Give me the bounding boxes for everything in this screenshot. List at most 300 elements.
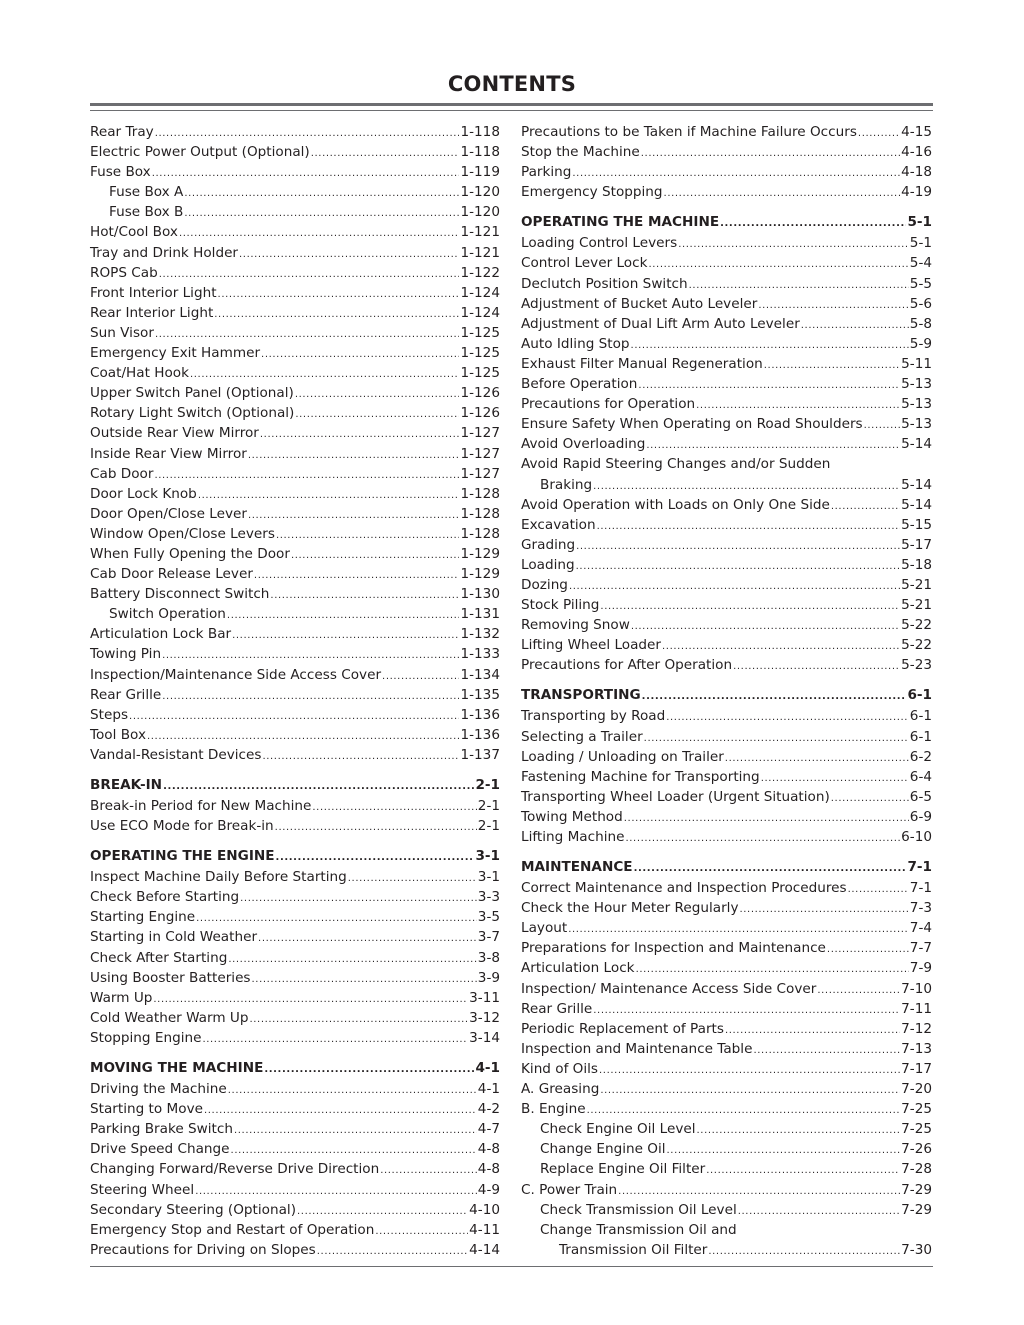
toc-entry[interactable]	[521, 233, 932, 253]
toc-dot-leader	[276, 526, 460, 546]
title-rule	[90, 103, 933, 111]
toc-entry[interactable]	[521, 122, 932, 142]
toc-entry-title: Secondary Steering (Optional)	[90, 1201, 297, 1218]
toc-dot-leader	[312, 798, 476, 818]
toc-entry[interactable]	[521, 1099, 932, 1119]
toc-entry[interactable]	[521, 354, 932, 374]
toc-dot-leader	[599, 1061, 900, 1081]
toc-entry-title: Transporting by Road	[521, 708, 666, 725]
toc-page-number: 1-118	[460, 144, 500, 161]
toc-entry-title: Dozing	[521, 576, 568, 593]
toc-entry[interactable]	[90, 1079, 500, 1099]
toc-subentry[interactable]	[521, 1200, 932, 1220]
toc-dot-leader	[380, 1161, 477, 1181]
toc-entry[interactable]	[521, 334, 932, 354]
toc-page-number: 4-8	[477, 1161, 500, 1178]
toc-subentry[interactable]	[521, 1159, 932, 1179]
toc-entry-title: Emergency Exit Hammer	[90, 345, 261, 362]
toc-entry-title: Removing Snow	[521, 617, 630, 634]
toc-page-number: 7-10	[901, 980, 932, 997]
toc-entry[interactable]	[521, 958, 932, 978]
toc-section-heading[interactable]	[521, 684, 932, 706]
toc-entry[interactable]	[90, 644, 500, 664]
toc-page-number: 7-30	[901, 1241, 932, 1258]
toc-entry-title: Avoid Rapid Steering Changes and/or Sudden	[521, 456, 831, 473]
contents-column-left	[90, 122, 500, 1260]
toc-page-number: 7-9	[909, 960, 932, 977]
toc-entry-title: Inspection/Maintenance Side Access Cover	[90, 666, 382, 683]
toc-entry-title: Transmission Oil Filter	[559, 1241, 708, 1258]
toc-page-number: 4-16	[901, 144, 932, 161]
toc-entry[interactable]	[90, 968, 500, 988]
toc-entry-title: Fuse Box A	[109, 184, 184, 201]
toc-entry[interactable]	[521, 999, 932, 1019]
toc-entry-title: Lifting Wheel Loader	[521, 637, 662, 654]
toc-page-number: 7-11	[901, 1000, 932, 1017]
toc-entry-title: Articulation Lock	[521, 960, 635, 977]
toc-dot-leader	[275, 818, 477, 838]
toc-dot-leader	[254, 566, 460, 586]
toc-entry[interactable]	[90, 927, 500, 947]
toc-entry[interactable]	[521, 555, 932, 575]
toc-entry[interactable]	[90, 745, 500, 765]
toc-entry[interactable]	[90, 142, 500, 162]
toc-entry[interactable]	[521, 515, 932, 535]
toc-page-number: 3-1	[475, 848, 500, 865]
toc-entry[interactable]	[90, 796, 500, 816]
toc-page-number: 7-25	[901, 1121, 932, 1138]
toc-entry[interactable]	[90, 907, 500, 927]
toc-entry[interactable]	[521, 767, 932, 787]
toc-entry[interactable]	[521, 979, 932, 999]
toc-page-number: 1-127	[460, 425, 500, 442]
toc-entry-title: Front Interior Light	[90, 284, 217, 301]
toc-entry[interactable]	[521, 918, 932, 938]
toc-page-number: 1-119	[460, 164, 500, 181]
toc-entry[interactable]	[90, 122, 500, 142]
toc-entry-title: Control Lever Lock	[521, 255, 648, 272]
toc-dot-leader	[644, 729, 909, 749]
toc-dot-leader	[190, 365, 460, 385]
toc-dot-leader	[733, 657, 900, 677]
toc-section-heading[interactable]	[90, 1057, 500, 1079]
toc-page-number: 5-21	[901, 576, 932, 593]
toc-entry[interactable]	[521, 595, 932, 615]
toc-entry[interactable]	[521, 1180, 932, 1200]
page-title: CONTENTS	[447, 72, 577, 96]
toc-page-number: 4-11	[469, 1221, 500, 1238]
toc-entry-title: Window Open/Close Levers	[90, 525, 275, 542]
toc-section-heading[interactable]	[90, 845, 500, 867]
toc-page-number: 7-1	[907, 859, 932, 876]
toc-entry[interactable]	[521, 182, 932, 202]
toc-entry-title: Check Before Starting	[90, 889, 240, 906]
toc-dot-leader	[706, 1161, 900, 1181]
toc-entry-title: Steering Wheel	[90, 1181, 195, 1198]
toc-entry[interactable]	[90, 283, 500, 303]
toc-entry[interactable]	[90, 816, 500, 836]
toc-entry[interactable]	[90, 1119, 500, 1139]
toc-entry-title: Avoid Overloading	[521, 436, 646, 453]
toc-entry[interactable]	[521, 274, 932, 294]
toc-dot-leader	[689, 276, 909, 296]
toc-page-number: 5-14	[901, 436, 932, 453]
toc-entry[interactable]	[521, 1019, 932, 1039]
toc-entry-title: Loading / Unloading on Trailer	[521, 748, 724, 765]
toc-dot-leader	[159, 265, 460, 285]
toc-page-number: 5-14	[901, 476, 932, 493]
toc-entry[interactable]	[521, 727, 932, 747]
toc-page-number: 7-26	[901, 1141, 932, 1158]
toc-subentry[interactable]	[90, 182, 500, 202]
toc-entry[interactable]	[521, 787, 932, 807]
toc-entry[interactable]	[90, 665, 500, 685]
toc-entry[interactable]	[521, 898, 932, 918]
toc-page-number: 6-5	[909, 788, 932, 805]
toc-entry-title: Rear Grille	[90, 686, 162, 703]
toc-section-heading[interactable]	[90, 774, 500, 796]
toc-entry-title: Rear Grille	[521, 1000, 593, 1017]
toc-page-number: 1-128	[460, 525, 500, 542]
toc-entry[interactable]	[90, 1028, 500, 1048]
toc-entry[interactable]	[90, 524, 500, 544]
toc-dot-leader	[600, 597, 900, 617]
toc-entry[interactable]	[90, 1240, 500, 1260]
toc-entry[interactable]	[90, 504, 500, 524]
toc-page-number: 1-132	[460, 626, 500, 643]
toc-dot-leader	[240, 889, 477, 909]
toc-entry-title: Inspection/ Maintenance Access Side Cover	[521, 980, 817, 997]
toc-entry[interactable]	[90, 624, 500, 644]
toc-entry[interactable]	[90, 363, 500, 383]
toc-entry[interactable]	[90, 1220, 500, 1240]
toc-dot-leader	[162, 687, 459, 707]
toc-entry-title: Stock Piling	[521, 597, 600, 614]
toc-dot-leader	[204, 1101, 477, 1121]
toc-entry-title: Door Open/Close Lever	[90, 505, 247, 522]
toc-dot-leader	[764, 356, 900, 376]
toc-entry-title: Precautions for Driving on Slopes	[90, 1241, 316, 1258]
toc-entry[interactable]	[90, 544, 500, 564]
toc-page-number: 1-126	[460, 405, 500, 422]
toc-entry[interactable]	[521, 827, 932, 847]
toc-entry[interactable]	[90, 1180, 500, 1200]
toc-page-number: 1-129	[460, 545, 500, 562]
toc-entry[interactable]	[90, 1008, 500, 1028]
toc-entry[interactable]	[90, 887, 500, 907]
toc-entry[interactable]	[521, 615, 932, 635]
toc-entry-title: Emergency Stop and Restart of Operation	[90, 1221, 375, 1238]
toc-entry-title: Excavation	[521, 516, 596, 533]
toc-entry[interactable]	[521, 495, 932, 515]
toc-page-number: 5-15	[901, 516, 932, 533]
toc-entry[interactable]	[90, 564, 500, 584]
toc-page-number: 6-1	[907, 687, 932, 704]
toc-dot-leader	[184, 204, 459, 224]
toc-entry-title: Selecting a Trailer	[521, 728, 643, 745]
toc-entry[interactable]	[521, 938, 932, 958]
toc-page-number: 1-120	[460, 184, 500, 201]
toc-dot-leader	[625, 829, 900, 849]
toc-dot-leader	[382, 667, 459, 687]
toc-entry[interactable]	[521, 575, 932, 595]
toc-subentry-wrapped[interactable]	[521, 1220, 932, 1240]
toc-entry-title: Starting to Move	[90, 1101, 203, 1118]
toc-dot-leader	[662, 637, 900, 657]
toc-dot-leader	[155, 124, 460, 144]
toc-page-number: 3-3	[477, 889, 500, 906]
toc-entry[interactable]	[521, 747, 932, 767]
toc-page-number: 1-129	[460, 566, 500, 583]
toc-subentry-continuation[interactable]	[521, 1240, 932, 1260]
toc-entry-title: Electric Power Output (Optional)	[90, 144, 310, 161]
toc-subentry[interactable]	[521, 1139, 932, 1159]
toc-entry-title: Before Operation	[521, 376, 638, 393]
toc-entry[interactable]	[521, 414, 932, 434]
toc-entry-title: Tray and Drink Holder	[90, 244, 239, 261]
toc-subentry[interactable]	[90, 604, 500, 624]
toc-entry[interactable]	[90, 1099, 500, 1119]
toc-page-number: 6-1	[909, 708, 932, 725]
toc-entry[interactable]	[90, 584, 500, 604]
toc-page-number: 7-3	[909, 900, 932, 917]
toc-entry[interactable]	[90, 1139, 500, 1159]
toc-section-heading[interactable]	[521, 211, 932, 233]
toc-dot-leader	[250, 1010, 469, 1030]
toc-entry-title: Fuse Box B	[109, 204, 184, 221]
toc-entry-title: Precautions for After Operation	[521, 657, 733, 674]
toc-entry[interactable]	[90, 303, 500, 323]
toc-entry[interactable]	[521, 1059, 932, 1079]
toc-dot-leader	[311, 144, 460, 164]
toc-dot-leader	[827, 940, 909, 960]
toc-page-number: 4-14	[469, 1241, 500, 1258]
toc-page-number: 6-9	[909, 808, 932, 825]
toc-page-number: 5-22	[901, 637, 932, 654]
toc-entry-title: Check Engine Oil Level	[540, 1121, 696, 1138]
toc-dot-leader	[260, 425, 460, 445]
toc-entry-title: Adjustment of Dual Lift Arm Auto Leveler	[521, 315, 800, 332]
toc-dot-leader	[697, 1121, 901, 1141]
toc-entry[interactable]	[521, 635, 932, 655]
toc-entry-title: Towing Method	[521, 808, 623, 825]
toc-page-number: 5-21	[901, 597, 932, 614]
toc-page-number: 7-25	[901, 1101, 932, 1118]
toc-entry[interactable]	[90, 383, 500, 403]
toc-entry[interactable]	[521, 394, 932, 414]
toc-entry[interactable]	[90, 1200, 500, 1220]
toc-page-number: 4-7	[477, 1121, 500, 1138]
toc-entry[interactable]	[90, 162, 500, 182]
toc-page-number: 1-135	[460, 686, 500, 703]
toc-entry[interactable]	[521, 1039, 932, 1059]
toc-dot-leader	[708, 1242, 900, 1262]
toc-page-number: 2-1	[477, 818, 500, 835]
toc-dot-leader	[291, 546, 460, 566]
toc-dot-leader	[248, 446, 460, 466]
toc-page-number: 4-2	[477, 1101, 500, 1118]
toc-page-number: 5-9	[909, 335, 932, 352]
toc-dot-leader	[153, 990, 468, 1010]
toc-page-number: 5-22	[901, 617, 932, 634]
toc-page-number: 5-17	[901, 536, 932, 553]
toc-page-number: 1-125	[460, 324, 500, 341]
toc-entry-title: Emergency Stopping	[521, 184, 663, 201]
toc-entry-title: MAINTENANCE	[521, 859, 633, 876]
toc-page-number: 2-1	[475, 777, 500, 793]
toc-entry[interactable]	[521, 878, 932, 898]
toc-dot-leader	[569, 577, 900, 597]
toc-page-number: 1-136	[460, 706, 500, 723]
toc-entry-wrapped[interactable]	[521, 454, 932, 474]
toc-entry[interactable]	[521, 434, 932, 454]
toc-entry[interactable]	[521, 253, 932, 273]
toc-entry[interactable]	[521, 706, 932, 726]
toc-page-number: 4-10	[469, 1201, 500, 1218]
toc-dot-leader	[761, 769, 909, 789]
toc-page-number: 7-1	[909, 880, 932, 897]
toc-dot-leader	[163, 776, 474, 798]
toc-entry-title: TRANSPORTING	[521, 687, 641, 704]
toc-entry-title: Door Lock Knob	[90, 485, 197, 502]
toc-entry[interactable]	[90, 948, 500, 968]
toc-entry-title: Loading Control Levers	[521, 235, 678, 252]
toc-page-number: 3-1	[477, 869, 500, 886]
toc-entry-title: When Fully Opening the Door	[90, 545, 290, 562]
toc-dot-leader	[129, 707, 459, 727]
toc-page-number: 7-28	[901, 1161, 932, 1178]
toc-page-number: 1-128	[460, 485, 500, 502]
toc-page-number: 4-15	[901, 124, 932, 140]
toc-entry[interactable]	[521, 314, 932, 334]
toc-entry-title: Fuse Box	[90, 164, 151, 181]
toc-dot-leader	[636, 960, 909, 980]
toc-entry-title: Using Booster Batteries	[90, 969, 251, 986]
toc-dot-leader	[753, 1041, 900, 1061]
toc-entry-title: Changing Forward/Reverse Drive Direction	[90, 1161, 380, 1178]
toc-entry-title: Switch Operation	[109, 606, 226, 623]
toc-dot-leader	[218, 285, 460, 305]
toc-entry-title: Outside Rear View Mirror	[90, 425, 259, 442]
toc-entry-title: Precautions for Operation	[521, 396, 696, 413]
toc-entry[interactable]	[521, 807, 932, 827]
contents-column-right	[521, 122, 932, 1260]
toc-dot-leader	[152, 164, 460, 184]
toc-entry[interactable]	[90, 705, 500, 725]
toc-dot-leader	[642, 686, 907, 708]
toc-entry-title: Kind of Oils	[521, 1060, 599, 1077]
toc-entry[interactable]	[521, 1079, 932, 1099]
toc-entry[interactable]	[90, 343, 500, 363]
toc-page-number: 5-8	[909, 315, 932, 332]
toc-entry-title: Transporting Wheel Loader (Urgent Situation)	[521, 788, 830, 805]
toc-page-number: 5-23	[901, 657, 932, 674]
toc-dot-leader	[262, 747, 459, 767]
toc-page-number: 6-10	[901, 829, 932, 845]
toc-subentry[interactable]	[521, 1119, 932, 1139]
toc-entry[interactable]	[521, 142, 932, 162]
toc-entry-title: Driving the Machine	[90, 1081, 227, 1098]
toc-entry[interactable]	[90, 484, 500, 504]
toc-entry[interactable]	[90, 1159, 500, 1179]
toc-page-number: 1-118	[460, 124, 500, 140]
toc-page-number: 3-11	[469, 989, 500, 1006]
toc-entry-title: Articulation Lock Bar	[90, 626, 232, 643]
toc-dot-leader	[666, 708, 909, 728]
toc-entry-title: Loading	[521, 556, 575, 573]
toc-entry[interactable]	[90, 867, 500, 887]
toc-page-number: 1-121	[460, 244, 500, 261]
toc-dot-leader	[572, 164, 900, 184]
toc-page-number: 4-8	[477, 1141, 500, 1158]
toc-dot-leader	[858, 124, 900, 144]
toc-entry-title: Rotary Light Switch (Optional)	[90, 405, 295, 422]
footer-rule	[90, 1266, 933, 1267]
toc-dot-leader	[228, 950, 476, 970]
toc-entry-title: Exhaust Filter Manual Regeneration	[521, 355, 763, 372]
toc-entry-title: Cab Door Release Lever	[90, 566, 253, 583]
toc-entry[interactable]	[521, 294, 932, 314]
toc-page-number: 1-134	[460, 666, 500, 683]
toc-entry-title: OPERATING THE ENGINE	[90, 848, 275, 865]
toc-entry-title: Periodic Replacement of Parts	[521, 1020, 724, 1037]
toc-entry-title: Layout	[521, 920, 568, 937]
toc-entry-title: Braking	[540, 476, 593, 493]
toc-page-number: 6-2	[909, 748, 932, 765]
toc-dot-leader	[214, 305, 459, 325]
toc-entry-title: Battery Disconnect Switch	[90, 586, 270, 603]
toc-page-number: 3-14	[469, 1029, 500, 1046]
toc-page-number: 5-5	[909, 275, 932, 292]
toc-entry[interactable]	[521, 162, 932, 182]
toc-page-number: 4-1	[477, 1081, 500, 1098]
toc-entry[interactable]	[90, 243, 500, 263]
toc-entry[interactable]	[521, 655, 932, 675]
toc-entry[interactable]	[90, 423, 500, 443]
toc-dot-leader	[720, 213, 906, 235]
toc-dot-leader	[576, 557, 901, 577]
toc-entry[interactable]	[90, 464, 500, 484]
toc-entry-title: Avoid Operation with Loads on Only One Side	[521, 496, 830, 513]
toc-dot-leader	[624, 809, 909, 829]
toc-dot-leader	[576, 537, 900, 557]
toc-page-number: 5-1	[907, 214, 932, 231]
toc-entry[interactable]	[90, 403, 500, 423]
toc-dot-leader	[648, 255, 908, 275]
toc-entry[interactable]	[90, 263, 500, 283]
toc-dot-leader	[817, 981, 900, 1001]
toc-entry[interactable]	[521, 374, 932, 394]
toc-entry[interactable]	[90, 222, 500, 242]
toc-entry-title: Grading	[521, 536, 576, 553]
toc-entry[interactable]	[90, 685, 500, 705]
toc-entry[interactable]	[90, 323, 500, 343]
toc-entry[interactable]	[521, 535, 932, 555]
toc-page-number: 1-131	[460, 606, 500, 623]
toc-dot-leader	[848, 880, 909, 900]
toc-dot-leader	[593, 477, 900, 497]
toc-entry[interactable]	[90, 444, 500, 464]
toc-entry[interactable]	[90, 725, 500, 745]
toc-page-number: 7-13	[901, 1040, 932, 1057]
toc-subentry[interactable]	[90, 202, 500, 222]
toc-dot-leader	[864, 416, 901, 436]
toc-entry-title: Auto Idling Stop	[521, 335, 630, 352]
toc-entry[interactable]	[90, 988, 500, 1008]
toc-section-heading[interactable]	[521, 856, 932, 878]
toc-dot-leader	[258, 929, 477, 949]
toc-entry-continuation[interactable]	[521, 475, 932, 495]
